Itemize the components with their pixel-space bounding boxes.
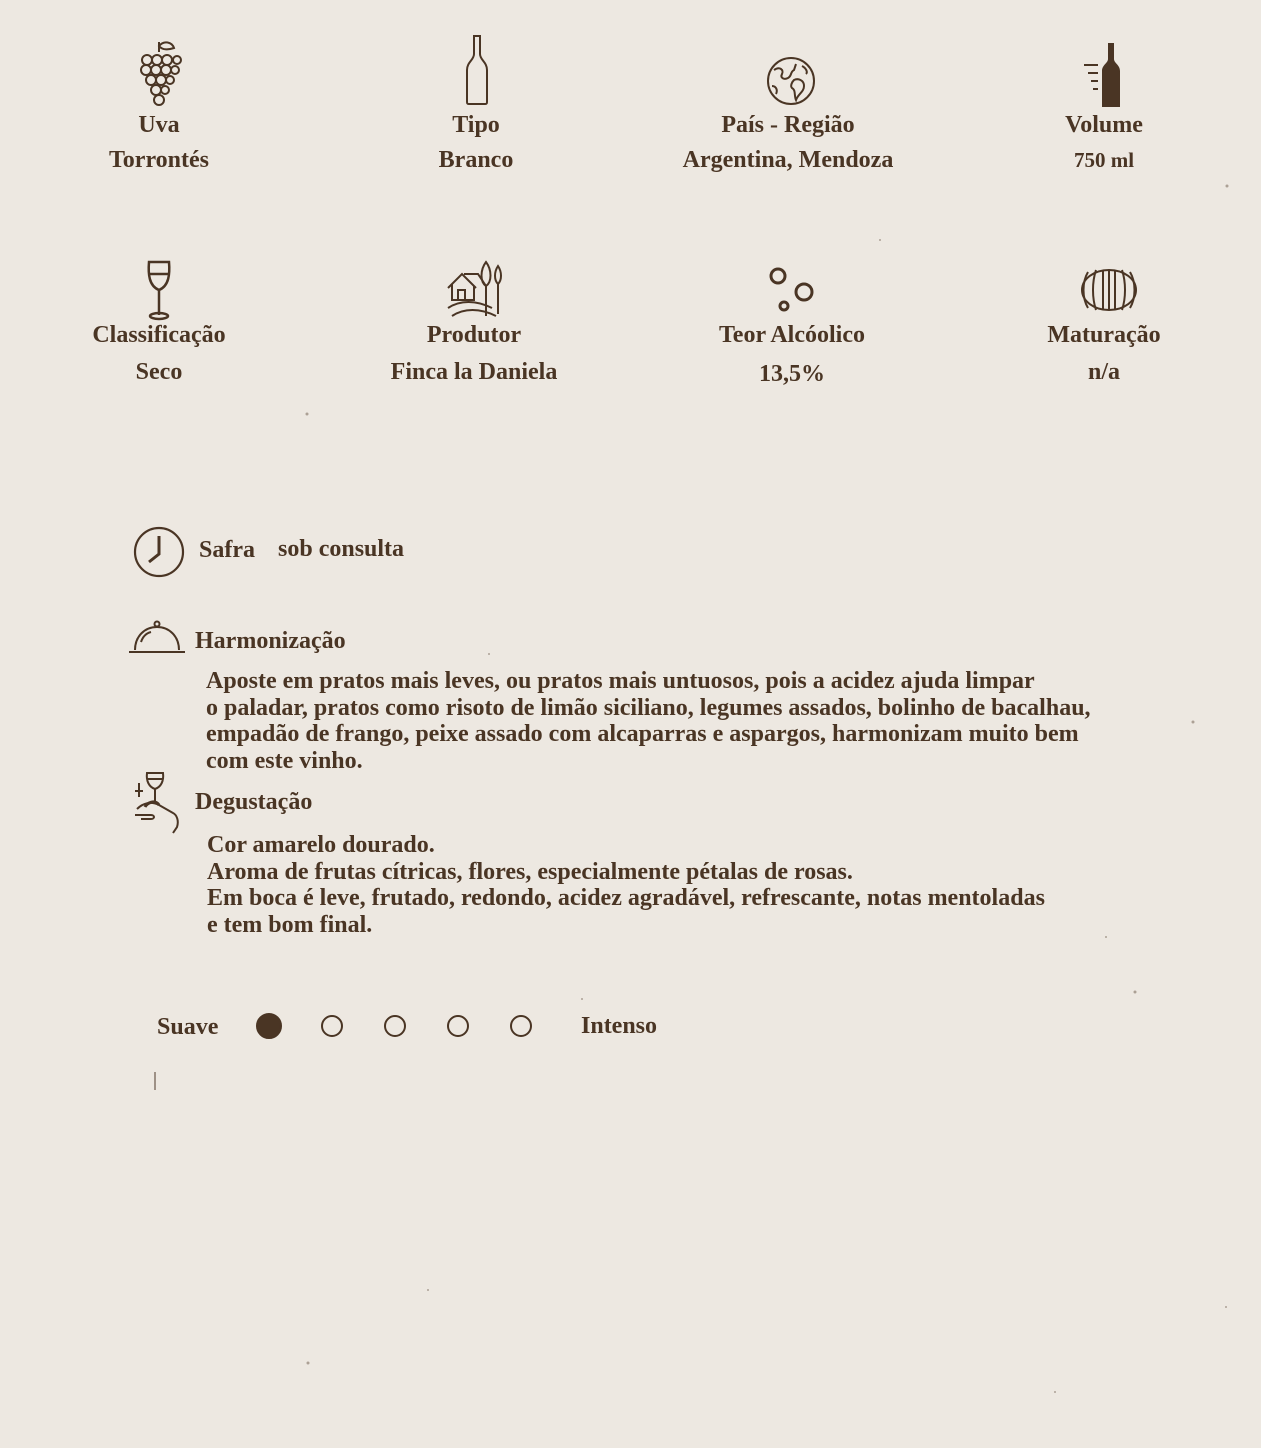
spec-maturacao-value: n/a [1087, 359, 1120, 385]
harmonizacao-line: com este vinho. [206, 747, 363, 774]
intensity-dot-filled [256, 1013, 282, 1039]
spec-maturacao-label: Maturação [1047, 322, 1161, 348]
bottle-filled-icon [1084, 43, 1124, 109]
clock-icon [133, 526, 185, 578]
degustacao-line: e tem bom final. [207, 911, 373, 938]
spec-produtor-label: Produtor [426, 322, 522, 348]
harmonizacao-line: o paladar, pratos como risoto de limão siciliano, legumes assados, bolinho de bacalhau, [206, 694, 1091, 721]
intensity-min-label: Suave [157, 1014, 219, 1040]
tasting-icon [133, 769, 181, 835]
harmonizacao-label: Harmonização [195, 628, 346, 654]
spec-tipo-value: Branco [438, 147, 514, 173]
degustacao-text [207, 832, 1045, 938]
degustacao-line: Em boca é leve, frutado, redondo, acidez agradável, refrescante, notas mentoladas [207, 885, 1045, 911]
bottle-outline-icon [465, 34, 489, 106]
spec-volume-value: 750 ml [1073, 148, 1135, 172]
spec-tipo-label: Tipo [452, 112, 500, 138]
spec-classificacao-value: Seco [135, 359, 183, 385]
harmonizacao-line: Aposte em pratos mais leves, ou pratos mais untuosos, pois a acidez ajuda limpar [206, 668, 1035, 694]
spec-teor-label: Teor Alcóolico [719, 322, 865, 348]
safra-value: sob consulta [278, 536, 405, 562]
harmonizacao-line: empadão de frango, peixe assado com alcaparras e aspargos, harmonizam muito bem [206, 721, 1079, 747]
spec-produtor-value: Finca la Daniela [390, 359, 558, 385]
intensity-dot-empty [447, 1015, 469, 1037]
degustacao-line: Cor amarelo dourado. [207, 832, 435, 858]
grape-icon [136, 38, 182, 110]
bubbles-icon [768, 266, 816, 314]
spec-pais-value: Argentina, Mendoza [682, 147, 894, 173]
intensity-dot-empty [321, 1015, 343, 1037]
spec-teor-value: 13,5% [759, 361, 825, 387]
cloche-icon [127, 620, 187, 656]
spec-classificacao-label: Classificação [92, 322, 226, 348]
degustacao-line: Aroma de frutas cítricas, flores, especialmente pétalas de rosas. [207, 858, 853, 885]
safra-label: Safra [199, 537, 255, 563]
spec-uva-label: Uva [138, 112, 180, 138]
degustacao-label: Degustação [195, 789, 313, 815]
barrel-icon [1080, 268, 1138, 312]
wine-glass-icon [145, 260, 173, 322]
spec-pais-label: País - Região [721, 112, 855, 138]
spec-uva-value: Torrontés [108, 147, 209, 173]
spec-volume-label: Volume [1065, 112, 1143, 138]
intensity-dot-empty [384, 1015, 406, 1037]
globe-icon [766, 56, 816, 106]
intensity-dot-empty [510, 1015, 532, 1037]
harmonizacao-text [206, 668, 1091, 774]
winery-icon [446, 258, 510, 320]
intensity-max-label: Intenso [581, 1013, 658, 1039]
